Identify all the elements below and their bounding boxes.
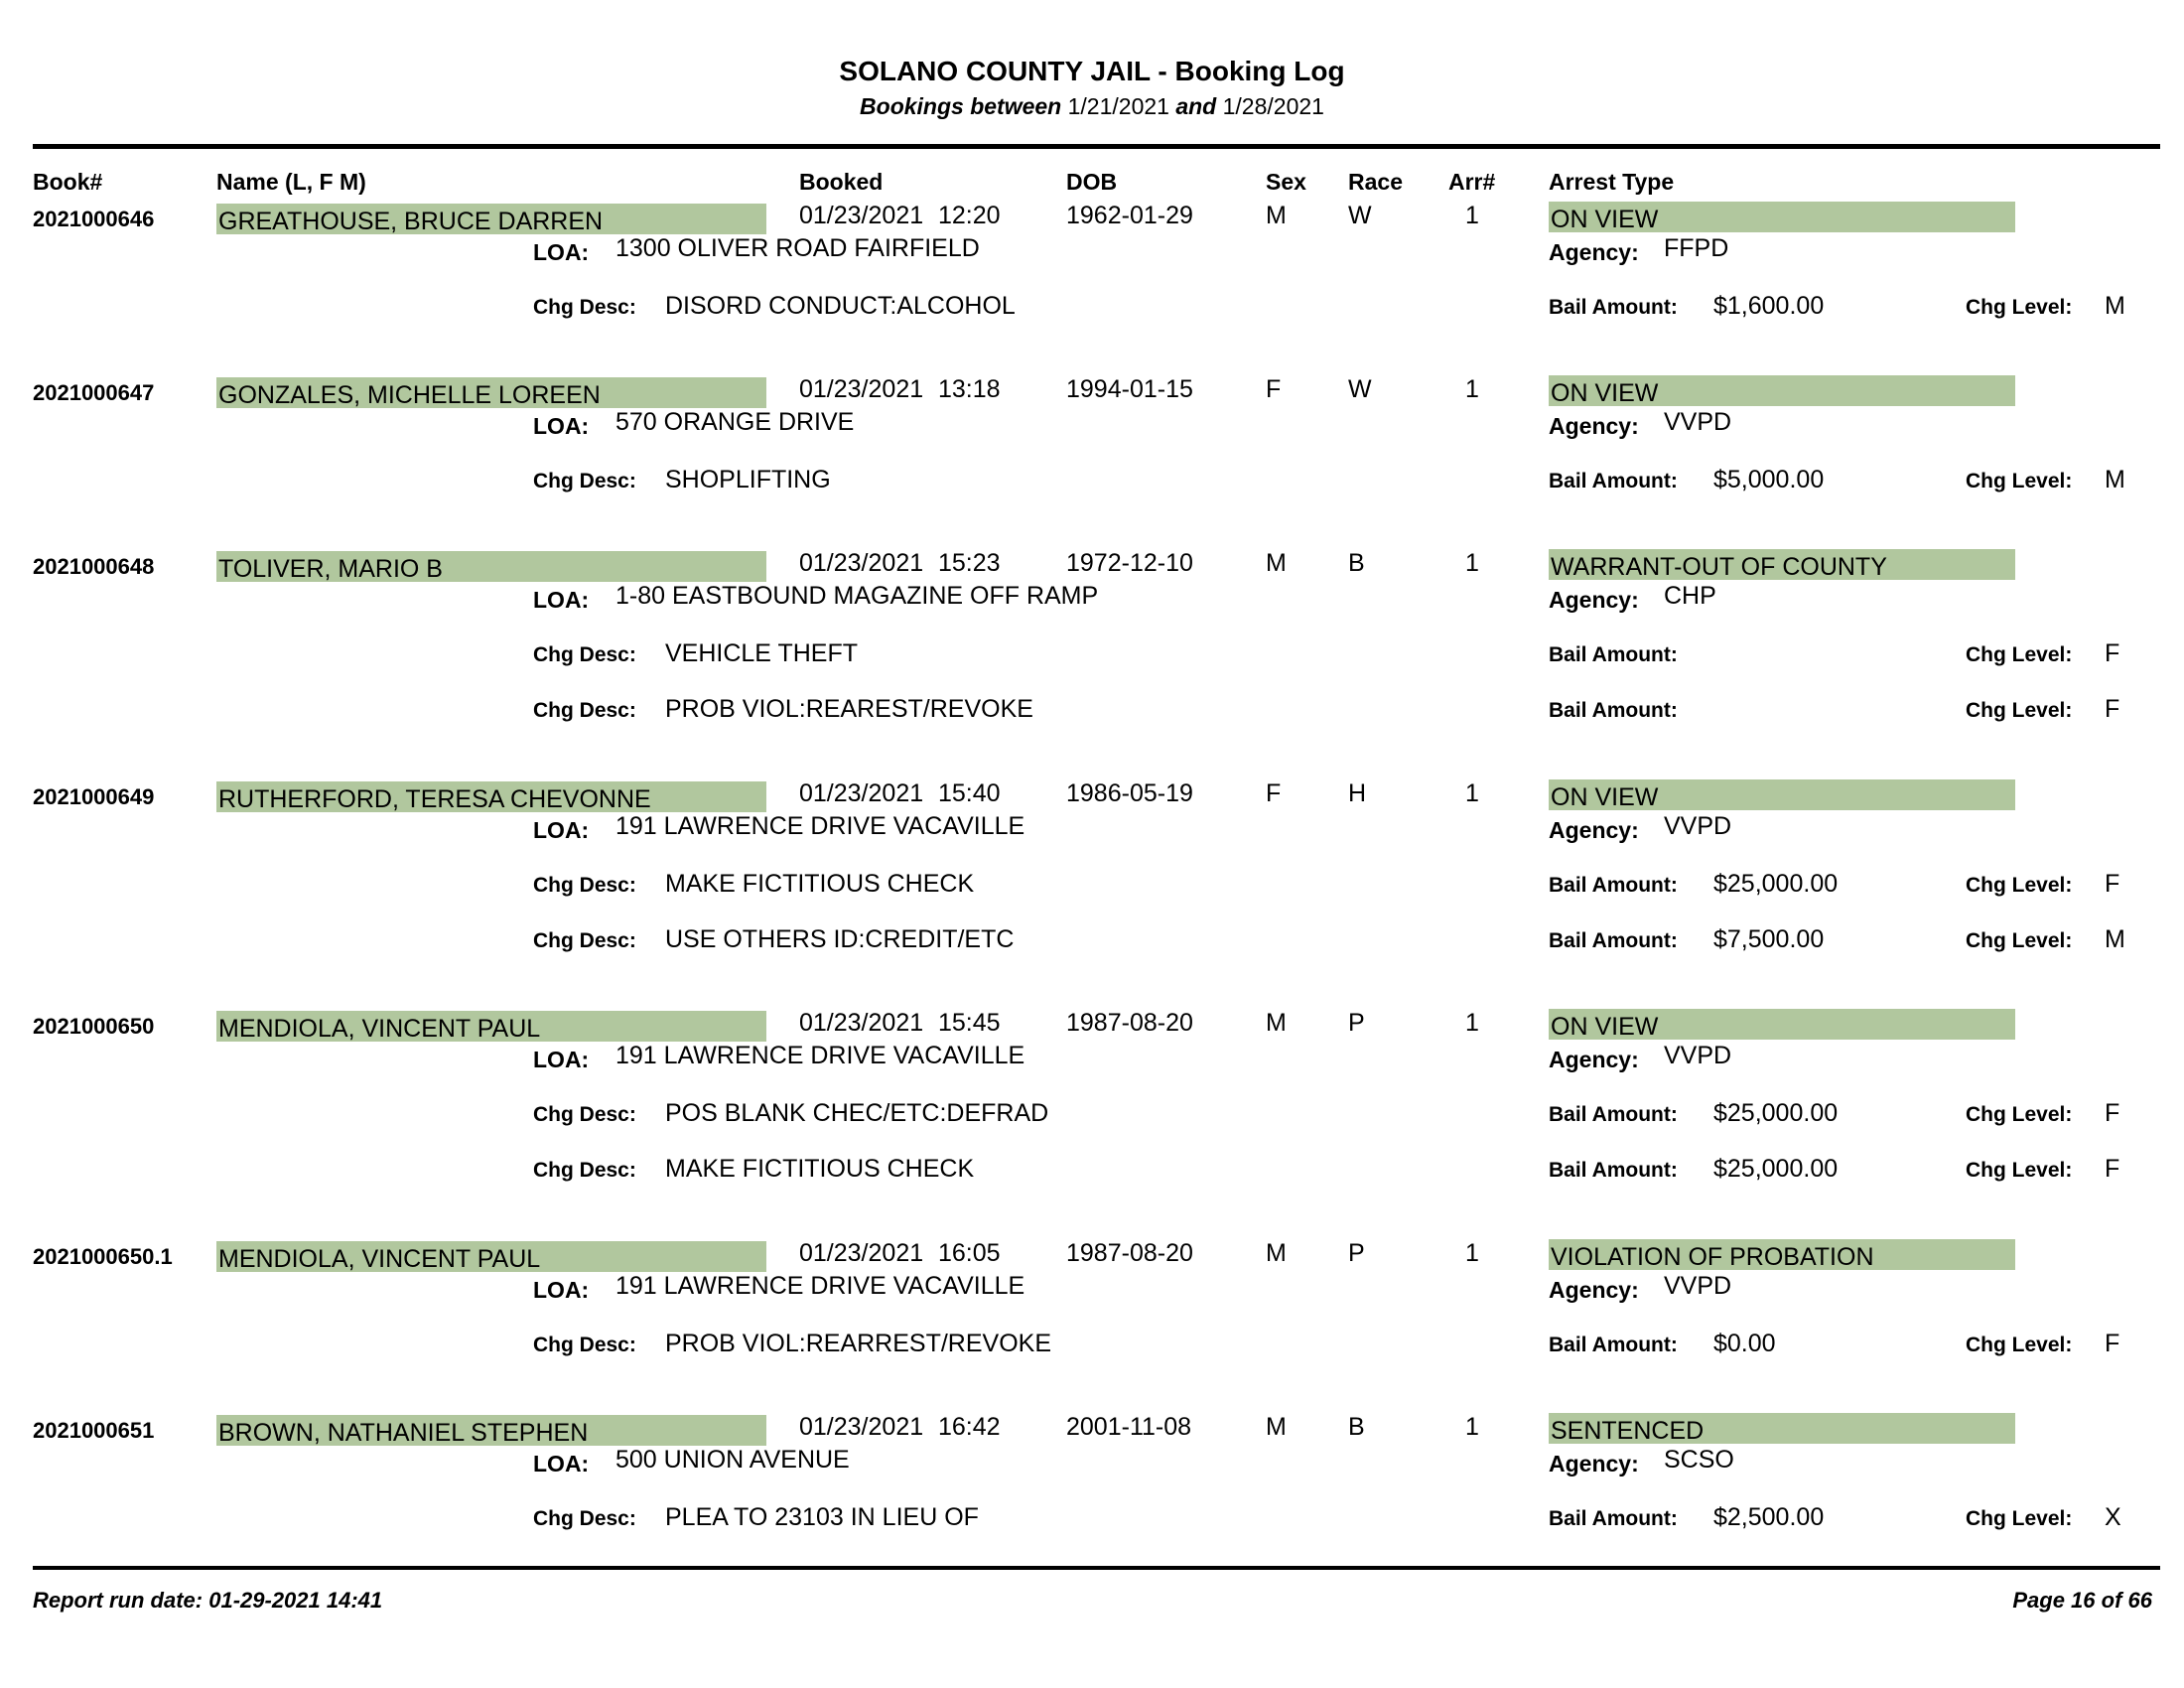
col-booked: Booked xyxy=(799,169,884,195)
sex-value: M xyxy=(1266,202,1287,229)
chg-level-label: Chg Level: xyxy=(1966,470,2073,492)
booked-date: 01/23/2021 xyxy=(799,375,924,403)
bail-amount: $5,000.00 xyxy=(1713,466,1825,493)
book-number: 2021000649 xyxy=(33,784,155,809)
agency-value: SCSO xyxy=(1664,1446,1734,1474)
arrest-number: 1 xyxy=(1465,202,1479,229)
col-sex: Sex xyxy=(1266,169,1306,195)
loa-label: LOA: xyxy=(533,413,590,439)
arrest-number: 1 xyxy=(1465,1009,1479,1037)
bail-amount: $7,500.00 xyxy=(1713,925,1825,953)
bail-amount-label: Bail Amount: xyxy=(1549,1103,1678,1126)
chg-level-label: Chg Level: xyxy=(1966,699,2073,722)
date-to: 1/28/2021 xyxy=(1222,93,1324,119)
booked-time: 12:20 xyxy=(938,202,1001,229)
loa-label: LOA: xyxy=(533,1047,590,1072)
col-arr: Arr# xyxy=(1448,169,1496,195)
booked-time: 15:23 xyxy=(938,549,1001,577)
dob-value: 1962-01-29 xyxy=(1066,202,1193,229)
chg-level-label: Chg Level: xyxy=(1966,643,2073,666)
arrest-number: 1 xyxy=(1465,1239,1479,1267)
agency-value: VVPD xyxy=(1664,1042,1732,1069)
race-value: W xyxy=(1348,375,1372,403)
chg-desc-label: Chg Desc: xyxy=(533,929,636,952)
dob-value: 2001-11-08 xyxy=(1066,1413,1192,1441)
col-name: Name (L, F M) xyxy=(216,169,366,195)
loa-label: LOA: xyxy=(533,1451,590,1477)
chg-desc-label: Chg Desc: xyxy=(533,1507,636,1530)
report-run-date: Report run date: 01-29-2021 14:41 xyxy=(33,1588,383,1613)
dob-value: 1987-08-20 xyxy=(1066,1239,1193,1267)
agency-value: FFPD xyxy=(1664,234,1729,262)
sex-value: M xyxy=(1266,1239,1287,1267)
arrest-number: 1 xyxy=(1465,1413,1479,1441)
charge-level: F xyxy=(2105,1330,2120,1357)
agency-value: VVPD xyxy=(1664,812,1732,840)
arrest-type: WARRANT-OUT OF COUNTY xyxy=(1549,549,2015,580)
sex-value: M xyxy=(1266,1009,1287,1037)
chg-level-label: Chg Level: xyxy=(1966,874,2073,897)
dob-value: 1972-12-10 xyxy=(1066,549,1193,577)
sex-value: F xyxy=(1266,779,1282,807)
inmate-name: BROWN, NATHANIEL STEPHEN xyxy=(216,1415,766,1446)
bail-amount: $2,500.00 xyxy=(1713,1503,1825,1531)
date-from: 1/21/2021 xyxy=(1067,93,1169,119)
loa-label: LOA: xyxy=(533,587,590,613)
arrest-type: ON VIEW xyxy=(1549,1009,2015,1040)
top-divider xyxy=(33,144,2160,149)
chg-level-label: Chg Level: xyxy=(1966,1334,2073,1356)
bail-amount-label: Bail Amount: xyxy=(1549,874,1678,897)
bail-amount: $25,000.00 xyxy=(1713,870,1839,898)
chg-desc-label: Chg Desc: xyxy=(533,643,636,666)
book-number: 2021000650 xyxy=(33,1014,155,1039)
chg-level-label: Chg Level: xyxy=(1966,1103,2073,1126)
col-race: Race xyxy=(1348,169,1403,195)
charge-description: VEHICLE THEFT xyxy=(665,639,859,667)
arrest-type: SENTENCED xyxy=(1549,1413,2015,1444)
charge-level: F xyxy=(2105,1155,2120,1183)
bail-amount-label: Bail Amount: xyxy=(1549,1507,1678,1530)
chg-level-label: Chg Level: xyxy=(1966,1159,2073,1182)
charge-level: F xyxy=(2105,639,2120,667)
chg-desc-label: Chg Desc: xyxy=(533,1334,636,1356)
agency-label: Agency: xyxy=(1549,1047,1639,1072)
loa-label: LOA: xyxy=(533,817,590,843)
inmate-name: RUTHERFORD, TERESA CHEVONNE xyxy=(216,781,766,812)
booked-time: 13:18 xyxy=(938,375,1001,403)
charge-description: DISORD CONDUCT:ALCOHOL xyxy=(665,292,1016,320)
book-number: 2021000648 xyxy=(33,554,155,579)
loa-value: 191 LAWRENCE DRIVE VACAVILLE xyxy=(615,812,1025,840)
agency-label: Agency: xyxy=(1549,239,1639,265)
book-number: 2021000647 xyxy=(33,380,155,405)
booked-time: 15:40 xyxy=(938,779,1001,807)
race-value: W xyxy=(1348,202,1372,229)
arrest-number: 1 xyxy=(1465,375,1479,403)
loa-value: 1300 OLIVER ROAD FAIRFIELD xyxy=(615,234,980,262)
bail-amount: $25,000.00 xyxy=(1713,1099,1839,1127)
agency-value: VVPD xyxy=(1664,408,1732,436)
chg-desc-label: Chg Desc: xyxy=(533,699,636,722)
bail-amount-label: Bail Amount: xyxy=(1549,296,1678,319)
agency-label: Agency: xyxy=(1549,1451,1639,1477)
race-value: H xyxy=(1348,779,1367,807)
inmate-name: GREATHOUSE, BRUCE DARREN xyxy=(216,204,766,234)
dob-value: 1994-01-15 xyxy=(1066,375,1193,403)
booked-time: 16:05 xyxy=(938,1239,1001,1267)
loa-value: 500 UNION AVENUE xyxy=(615,1446,850,1474)
inmate-name: MENDIOLA, VINCENT PAUL xyxy=(216,1241,766,1272)
chg-desc-label: Chg Desc: xyxy=(533,296,636,319)
booked-date: 01/23/2021 xyxy=(799,1009,924,1037)
sex-value: M xyxy=(1266,1413,1287,1441)
agency-label: Agency: xyxy=(1549,817,1639,843)
charge-level: X xyxy=(2105,1503,2121,1531)
booked-date: 01/23/2021 xyxy=(799,1239,924,1267)
col-book: Book# xyxy=(33,169,103,195)
arrest-type: VIOLATION OF PROBATION xyxy=(1549,1239,2015,1270)
arrest-type: ON VIEW xyxy=(1549,779,2015,810)
bail-amount-label: Bail Amount: xyxy=(1549,1334,1678,1356)
race-value: B xyxy=(1348,549,1365,577)
booked-date: 01/23/2021 xyxy=(799,202,924,229)
charge-level: F xyxy=(2105,870,2120,898)
agency-label: Agency: xyxy=(1549,587,1639,613)
charge-description: PLEA TO 23103 IN LIEU OF xyxy=(665,1503,979,1531)
charge-description: MAKE FICTITIOUS CHECK xyxy=(665,870,975,898)
subtitle-and: and xyxy=(1175,93,1217,119)
report-subtitle xyxy=(0,93,2184,120)
bail-amount-label: Bail Amount: xyxy=(1549,470,1678,492)
book-number: 2021000651 xyxy=(33,1418,155,1443)
inmate-name: GONZALES, MICHELLE LOREEN xyxy=(216,377,766,408)
loa-value: 570 ORANGE DRIVE xyxy=(615,408,855,436)
bottom-divider xyxy=(33,1566,2160,1570)
charge-level: M xyxy=(2105,292,2125,320)
booked-time: 16:42 xyxy=(938,1413,1001,1441)
booked-date: 01/23/2021 xyxy=(799,1413,924,1441)
bail-amount: $1,600.00 xyxy=(1713,292,1825,320)
booked-time: 15:45 xyxy=(938,1009,1001,1037)
arrest-number: 1 xyxy=(1465,549,1479,577)
charge-level: M xyxy=(2105,466,2125,493)
arrest-type: ON VIEW xyxy=(1549,375,2015,406)
inmate-name: MENDIOLA, VINCENT PAUL xyxy=(216,1011,766,1042)
booked-date: 01/23/2021 xyxy=(799,779,924,807)
chg-desc-label: Chg Desc: xyxy=(533,1159,636,1182)
bail-amount-label: Bail Amount: xyxy=(1549,1159,1678,1182)
chg-desc-label: Chg Desc: xyxy=(533,470,636,492)
loa-value: 191 LAWRENCE DRIVE VACAVILLE xyxy=(615,1272,1025,1300)
bail-amount-label: Bail Amount: xyxy=(1549,699,1678,722)
agency-value: CHP xyxy=(1664,582,1716,610)
book-number: 2021000650.1 xyxy=(33,1244,173,1269)
race-value: P xyxy=(1348,1009,1365,1037)
charge-level: F xyxy=(2105,695,2120,723)
arrest-type: ON VIEW xyxy=(1549,202,2015,232)
loa-value: 1-80 EASTBOUND MAGAZINE OFF RAMP xyxy=(615,582,1099,610)
chg-level-label: Chg Level: xyxy=(1966,296,2073,319)
chg-level-label: Chg Level: xyxy=(1966,1507,2073,1530)
col-arrest-type: Arrest Type xyxy=(1549,169,1675,195)
charge-description: POS BLANK CHEC/ETC:DEFRAD xyxy=(665,1099,1049,1127)
bail-amount: $25,000.00 xyxy=(1713,1155,1839,1183)
loa-label: LOA: xyxy=(533,1277,590,1303)
race-value: P xyxy=(1348,1239,1365,1267)
agency-value: VVPD xyxy=(1664,1272,1732,1300)
report-title: SOLANO COUNTY JAIL - Booking Log xyxy=(839,56,1345,86)
bail-amount-label: Bail Amount: xyxy=(1549,929,1678,952)
subtitle-prefix: Bookings between xyxy=(860,93,1062,119)
chg-level-label: Chg Level: xyxy=(1966,929,2073,952)
agency-label: Agency: xyxy=(1549,413,1639,439)
race-value: B xyxy=(1348,1413,1365,1441)
loa-label: LOA: xyxy=(533,239,590,265)
charge-description: PROB VIOL:REARREST/REVOKE xyxy=(665,1330,1051,1357)
charge-description: MAKE FICTITIOUS CHECK xyxy=(665,1155,975,1183)
dob-value: 1987-08-20 xyxy=(1066,1009,1193,1037)
loa-value: 191 LAWRENCE DRIVE VACAVILLE xyxy=(615,1042,1025,1069)
charge-description: SHOPLIFTING xyxy=(665,466,831,493)
sex-value: F xyxy=(1266,375,1282,403)
chg-desc-label: Chg Desc: xyxy=(533,1103,636,1126)
bail-amount-label: Bail Amount: xyxy=(1549,643,1678,666)
book-number: 2021000646 xyxy=(33,207,155,231)
arrest-number: 1 xyxy=(1465,779,1479,807)
bail-amount: $0.00 xyxy=(1713,1330,1776,1357)
charge-level: F xyxy=(2105,1099,2120,1127)
inmate-name: TOLIVER, MARIO B xyxy=(216,551,766,582)
charge-level: M xyxy=(2105,925,2125,953)
agency-label: Agency: xyxy=(1549,1277,1639,1303)
booked-date: 01/23/2021 xyxy=(799,549,924,577)
charge-description: USE OTHERS ID:CREDIT/ETC xyxy=(665,925,1015,953)
dob-value: 1986-05-19 xyxy=(1066,779,1193,807)
col-dob: DOB xyxy=(1066,169,1118,195)
chg-desc-label: Chg Desc: xyxy=(533,874,636,897)
sex-value: M xyxy=(1266,549,1287,577)
page-number: Page 16 of 66 xyxy=(2012,1588,2152,1613)
charge-description: PROB VIOL:REAREST/REVOKE xyxy=(665,695,1033,723)
